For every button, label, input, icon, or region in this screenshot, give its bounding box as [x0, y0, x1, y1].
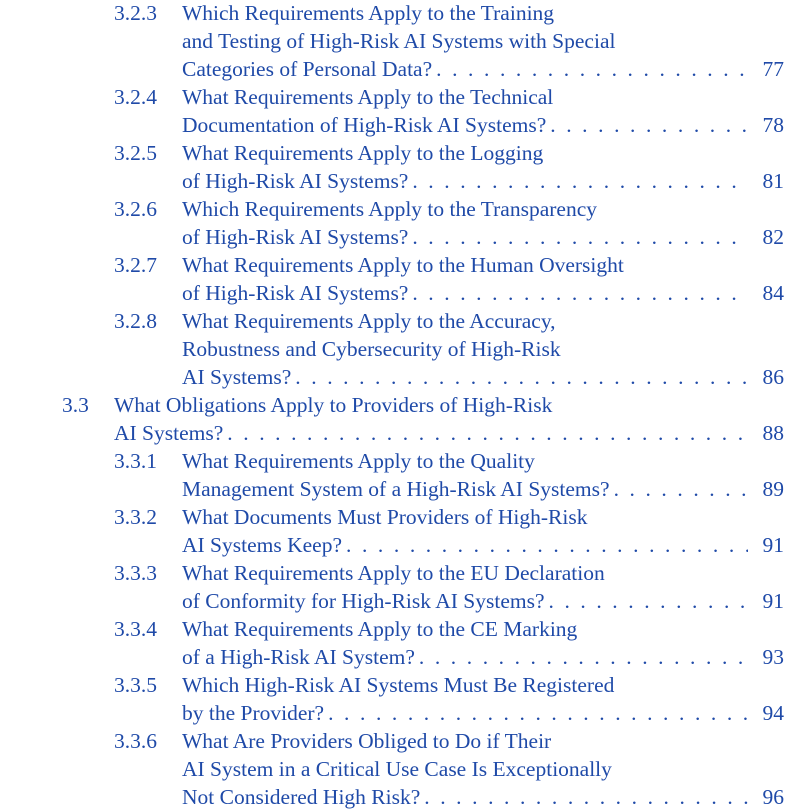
section-number: 3.2.6 — [114, 197, 157, 221]
section-number: 3.2.4 — [114, 85, 157, 109]
toc-title-line[interactable] — [182, 139, 784, 167]
section-title-text: What Requirements Apply to the CE Marking — [182, 617, 578, 641]
page-number[interactable]: 93 — [762, 645, 784, 669]
toc-title-line-last[interactable] — [182, 643, 784, 671]
dot-leader — [424, 783, 748, 811]
section-title-text: of High-Risk AI Systems? — [182, 225, 409, 249]
toc-title-line[interactable] — [182, 503, 784, 531]
toc-title-line[interactable] — [182, 251, 784, 279]
page-number[interactable]: 96 — [762, 785, 784, 809]
toc-title-line-last[interactable] — [182, 699, 784, 727]
toc-title-line[interactable] — [182, 671, 784, 699]
page-number[interactable]: 88 — [762, 421, 784, 445]
toc-title-line-last[interactable] — [182, 531, 784, 559]
section-title-text: of a High-Risk AI System? — [182, 645, 415, 669]
section-title-text: of High-Risk AI Systems? — [182, 281, 409, 305]
toc-title-line-last[interactable] — [182, 279, 784, 307]
section-title-text: Documentation of High-Risk AI Systems? — [182, 113, 547, 137]
section-number: 3.3 — [62, 393, 89, 417]
section-title-text: AI System in a Critical Use Case Is Exceptionally — [182, 757, 612, 781]
dot-leader — [346, 531, 748, 559]
section-number: 3.2.5 — [114, 141, 157, 165]
dot-leader — [436, 55, 748, 83]
section-title-text: Categories of Personal Data? — [182, 57, 433, 81]
toc-title-line[interactable] — [114, 391, 784, 419]
toc-title-line[interactable] — [182, 307, 784, 335]
section-number: 3.3.6 — [114, 729, 157, 753]
section-title-text: Not Considered High Risk? — [182, 785, 421, 809]
section-title-text: AI Systems Keep? — [182, 533, 343, 557]
dot-leader — [549, 587, 749, 615]
toc-title-line-last[interactable] — [182, 55, 784, 83]
dot-leader — [412, 223, 748, 251]
toc-title-line-last[interactable] — [182, 111, 784, 139]
toc-title-line-last[interactable] — [182, 167, 784, 195]
section-title-text: What Requirements Apply to the Technical — [182, 85, 554, 109]
page-number[interactable]: 94 — [762, 701, 784, 725]
toc-title-line[interactable] — [182, 559, 784, 587]
page-number[interactable]: 77 — [762, 57, 784, 81]
section-title-text: What Requirements Apply to the EU Declaration — [182, 561, 605, 585]
dot-leader — [328, 699, 748, 727]
page-number[interactable]: 81 — [762, 169, 784, 193]
section-number: 3.3.4 — [114, 617, 157, 641]
toc-title-line[interactable] — [182, 195, 784, 223]
dot-leader — [419, 643, 748, 671]
toc-title-line-last[interactable] — [182, 363, 784, 391]
section-title-text: and Testing of High-Risk AI Systems with Special — [182, 29, 616, 53]
section-title-text: What Requirements Apply to the Accuracy, — [182, 309, 556, 333]
toc-title-line[interactable] — [182, 335, 784, 363]
toc-title-line[interactable] — [182, 447, 784, 475]
dot-leader — [227, 419, 748, 447]
toc-title-line-last[interactable] — [182, 587, 784, 615]
page-number[interactable]: 91 — [762, 589, 784, 613]
toc-title-line[interactable] — [182, 27, 784, 55]
section-title-text: of Conformity for High-Risk AI Systems? — [182, 589, 545, 613]
page-number[interactable]: 78 — [762, 113, 784, 137]
section-title-text: What Are Providers Obliged to Do if Their — [182, 729, 552, 753]
toc-title-line-last[interactable] — [114, 419, 784, 447]
section-number: 3.2.8 — [114, 309, 157, 333]
section-title-text: AI Systems? — [114, 421, 224, 445]
section-title-text: Which Requirements Apply to the Training — [182, 1, 555, 25]
page-number[interactable]: 82 — [762, 225, 784, 249]
page-number[interactable]: 84 — [762, 281, 784, 305]
toc-title-line[interactable] — [182, 727, 784, 755]
dot-leader — [550, 111, 748, 139]
section-title-text: What Requirements Apply to the Quality — [182, 449, 535, 473]
section-title-text: Which High-Risk AI Systems Must Be Registered — [182, 673, 615, 697]
section-number: 3.2.3 — [114, 1, 157, 25]
toc-title-line-last[interactable] — [182, 783, 784, 811]
section-title-text: What Requirements Apply to the Logging — [182, 141, 544, 165]
toc-title-line[interactable] — [182, 83, 784, 111]
dot-leader — [614, 475, 748, 503]
page-number[interactable]: 89 — [762, 477, 784, 501]
section-title-text: Management System of a High-Risk AI Systems? — [182, 477, 610, 501]
section-number: 3.3.1 — [114, 449, 157, 473]
section-number: 3.2.7 — [114, 253, 157, 277]
toc-title-line[interactable] — [182, 755, 784, 783]
toc-title-line-last[interactable] — [182, 475, 784, 503]
dot-leader — [412, 167, 748, 195]
section-title-text: of High-Risk AI Systems? — [182, 169, 409, 193]
page-number[interactable]: 86 — [762, 365, 784, 389]
toc-title-line[interactable] — [182, 0, 784, 27]
section-number: 3.3.3 — [114, 561, 157, 585]
section-title-text: What Documents Must Providers of High-Risk — [182, 505, 588, 529]
section-title-text: What Requirements Apply to the Human Oversight — [182, 253, 624, 277]
dot-leader — [295, 363, 748, 391]
dot-leader — [412, 279, 748, 307]
section-number: 3.3.5 — [114, 673, 157, 697]
section-title-text: Which Requirements Apply to the Transparency — [182, 197, 597, 221]
toc-title-line-last[interactable] — [182, 223, 784, 251]
section-title-text: by the Provider? — [182, 701, 325, 725]
section-title-text: What Obligations Apply to Providers of High-Risk — [114, 393, 553, 417]
toc-title-line[interactable] — [182, 615, 784, 643]
section-title-text: Robustness and Cybersecurity of High-Risk — [182, 337, 561, 361]
page-number[interactable]: 91 — [762, 533, 784, 557]
section-number: 3.3.2 — [114, 505, 157, 529]
section-title-text: AI Systems? — [182, 365, 292, 389]
